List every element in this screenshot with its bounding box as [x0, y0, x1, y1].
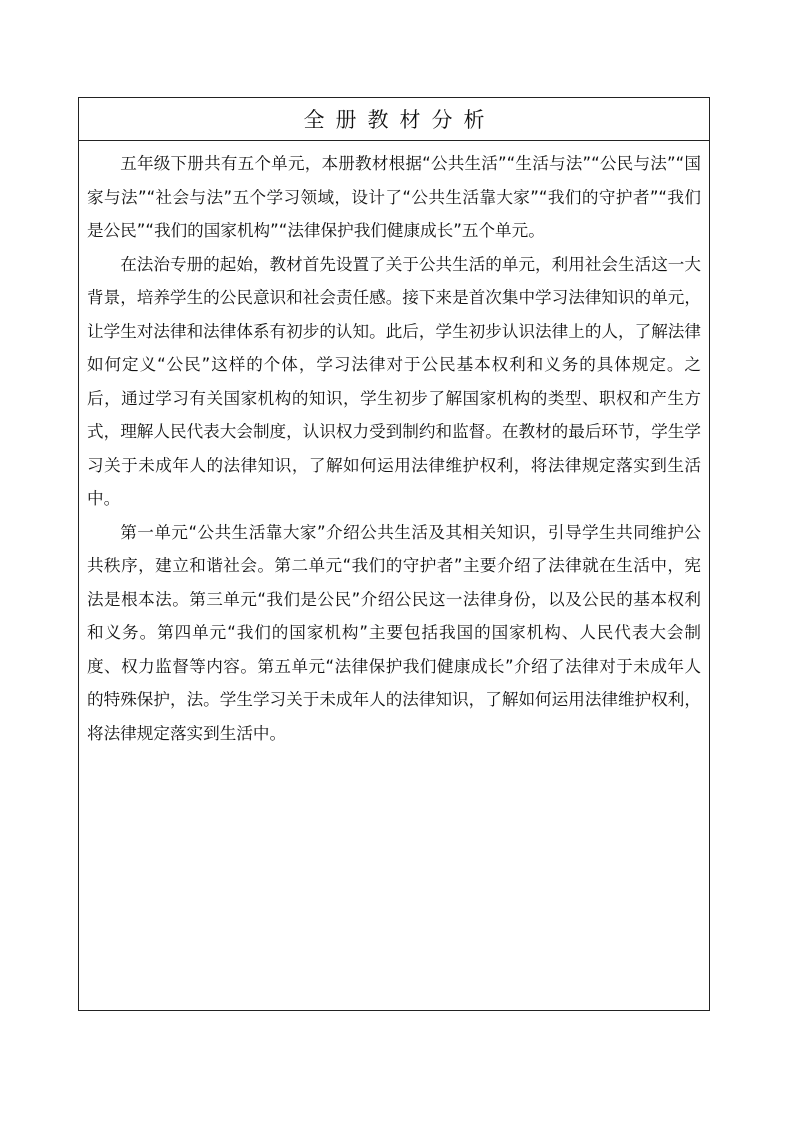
paragraph-structure: 在法治专册的起始，教材首先设置了关于公共生活的单元，利用社会生活这一大背景，培养学生的公民意识和社会责任感。接下来是首次集中学习法律知识的单元，让学生对法律和法律体系有初步的认知。此后，学生初步认识法律上的人，了解法律如何定义“公民”这样的个体，学习法律对于公民基本权利和义务的具体规定。之后，通过学习有关国家机构的知识，学生初步了解国家机构的类型、职权和产生方式，理解人民代表大会制度，认识权力受到制约和监督。在教材的最后环节，学生学习关于未成年人的法律知识，了解如何运用法律维护权利，将法律规定落实到生活中。: [87, 254, 701, 508]
document-title: 全册教材分析: [303, 108, 496, 132]
table-header-row: [79, 98, 709, 141]
table-body-cell: [79, 141, 709, 750]
analysis-table: [78, 97, 710, 1011]
paragraph-units: 第一单元“公共生活靠大家”介绍公共生活及其相关知识，引导学生共同维护公共秩序，建立和谐社会。第二单元“我们的守护者”主要介绍了法律就在生活中，宪法是根本法。第三单元“我们是公民”介绍公民这一法律身份，以及公民的基本权利和义务。第四单元“我们的国家机构”主要包括我国的国家机构、人民代表大会制度、权力监督等内容。第五单元“法律保护我们健康成长”介绍了法律对于未成年人的特殊保护，法。学生学习关于未成年人的法律知识，了解如何运用法律维护权利，将法律规定落实到生活中。: [87, 522, 701, 743]
paragraph-overview: 五年级下册共有五个单元，本册教材根据“公共生活”“生活与法”“公民与法”“国家与法”“社会与法”五个学习领域，设计了“公共生活靠大家”“我们的守护者”“我们是公民”“我们的国家机构”“法律保护我们健康成长”五个单元。: [87, 154, 701, 240]
